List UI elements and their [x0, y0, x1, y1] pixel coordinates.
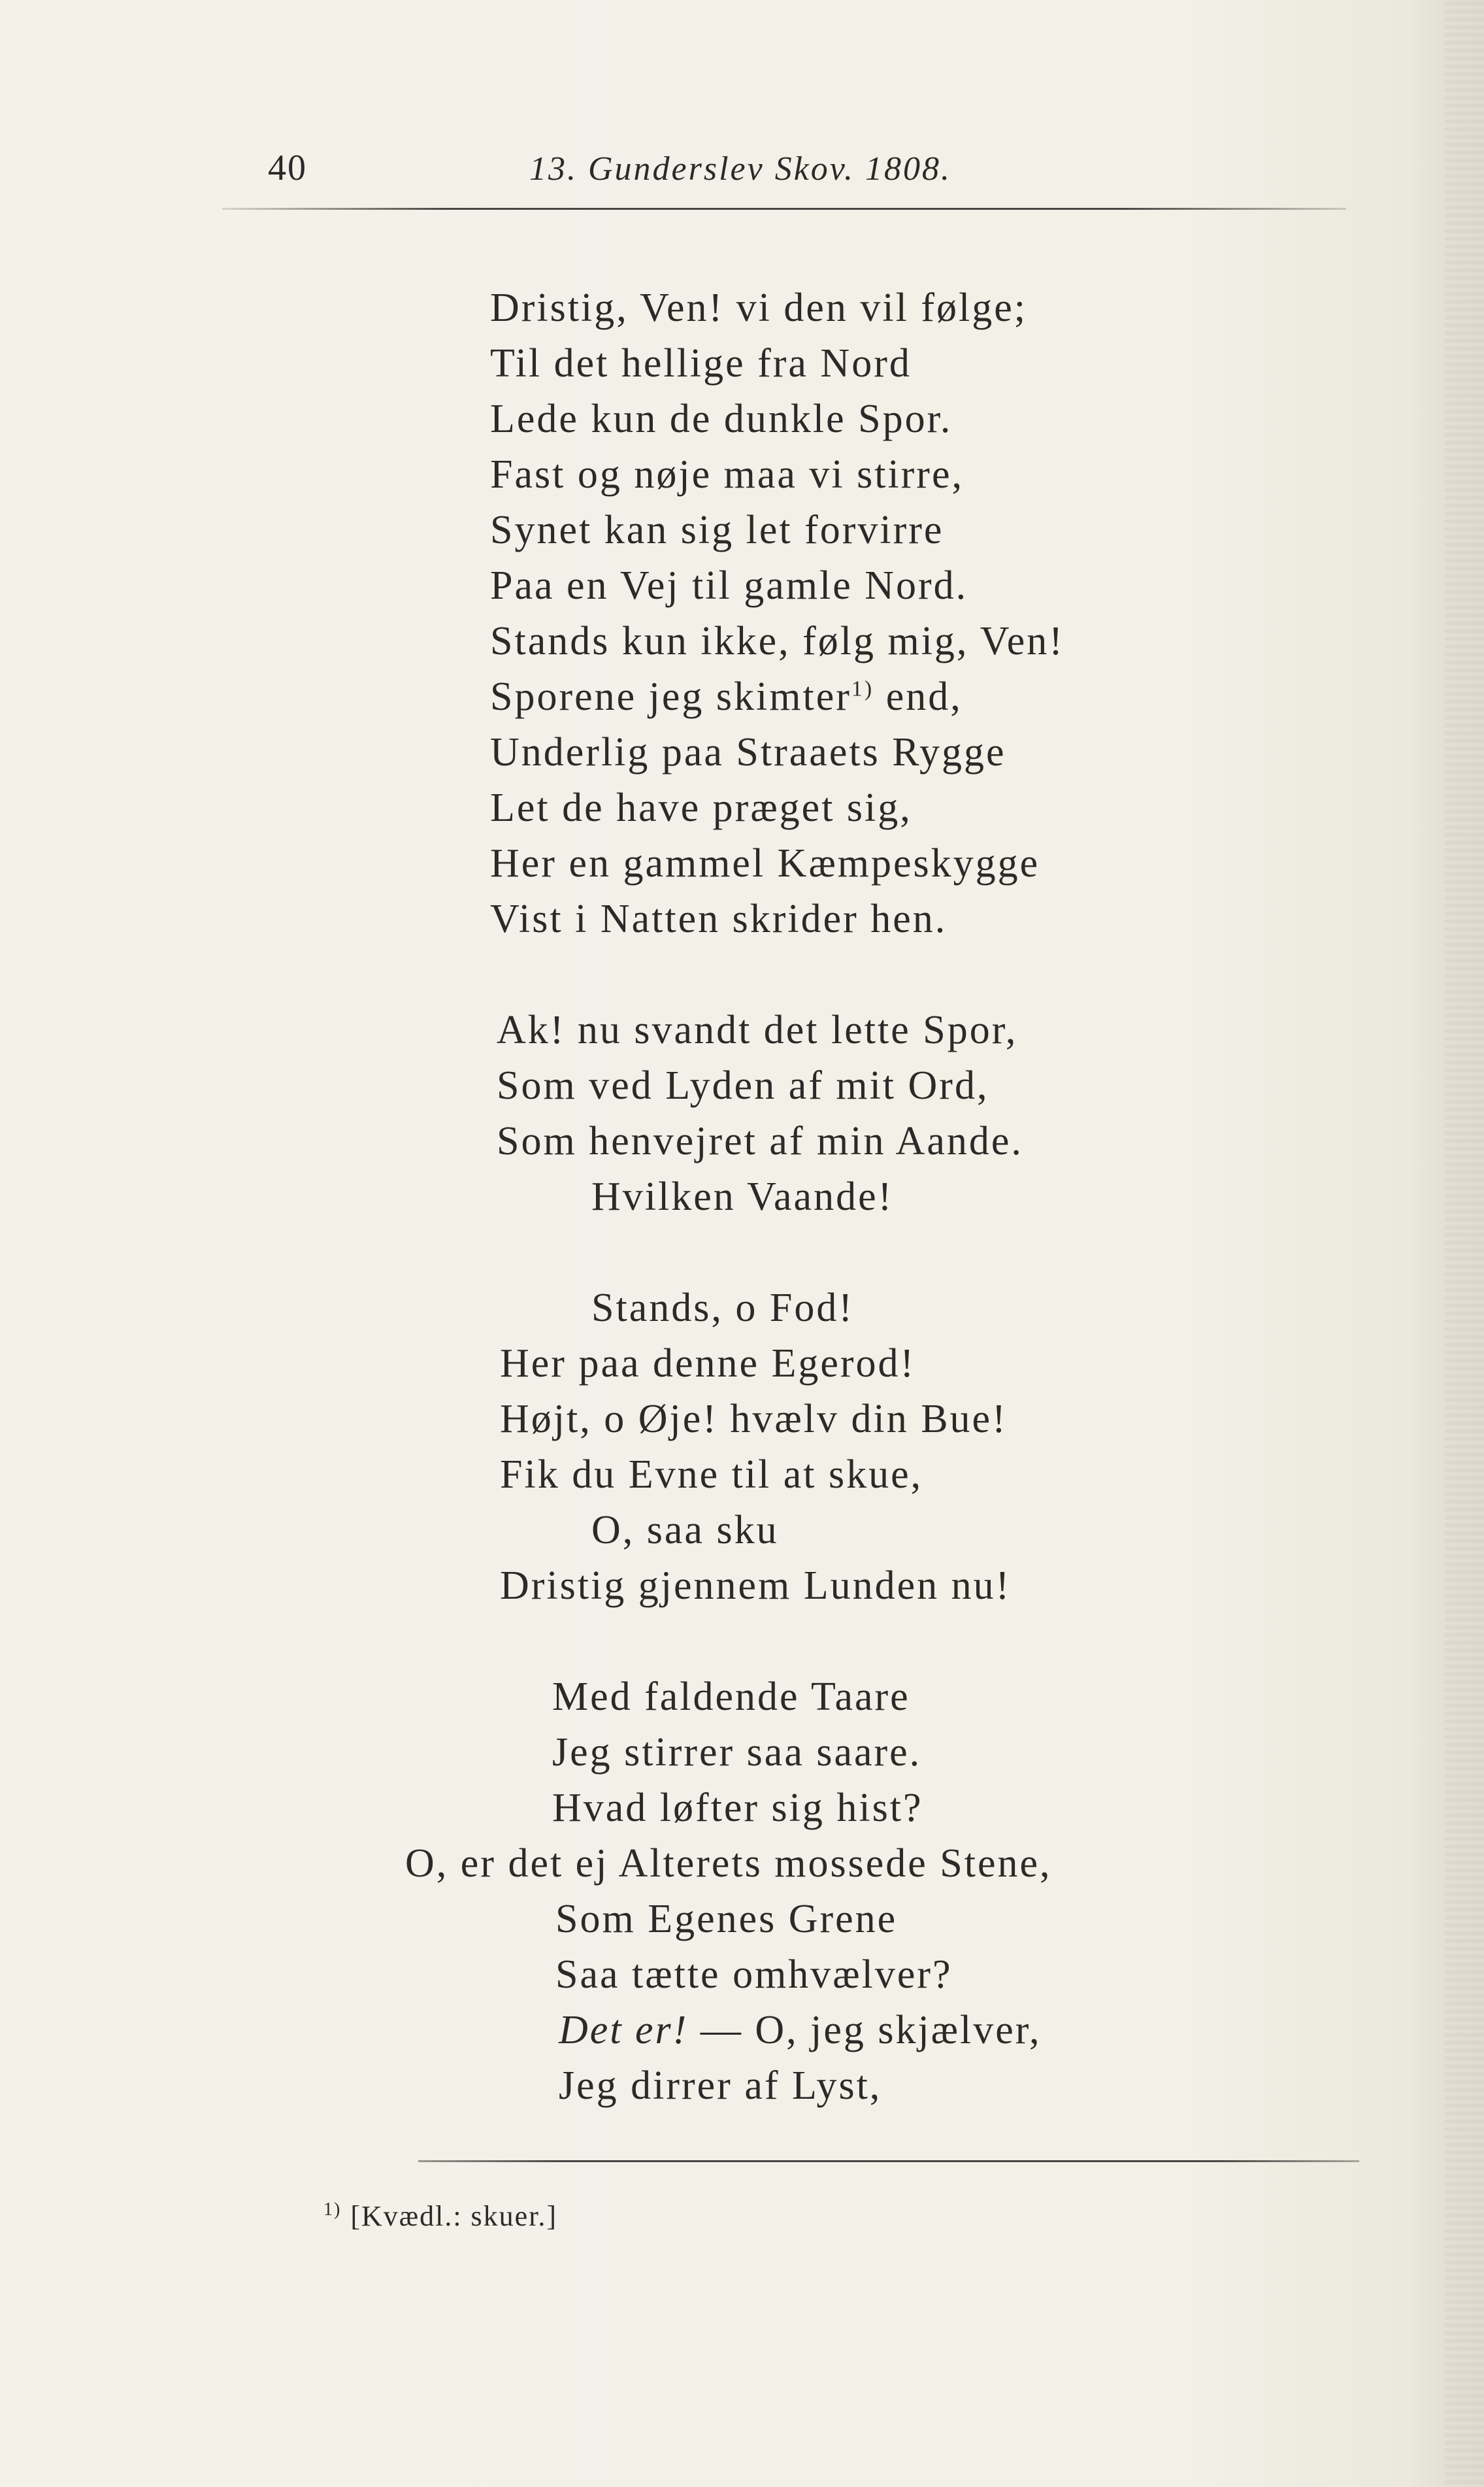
poem-line: Jeg stirrer saa saare.: [552, 1730, 922, 1775]
footnote-mark: 1): [323, 2199, 342, 2220]
footnote-text: [Kvædl.: skuer.]: [350, 2200, 558, 2232]
poem-line: Fik du Evne til at skue,: [500, 1452, 923, 1497]
poem-line: Hvilken Vaande!: [591, 1175, 894, 1219]
poem-line: Som Egenes Grene: [555, 1897, 898, 1941]
footnote-rule: [418, 2160, 1359, 2162]
running-head: 13. Gunderslev Skov. 1808.: [529, 150, 952, 188]
poem-line: Som henvejret af min Aande.: [497, 1119, 1023, 1163]
poem-line: Lede kun de dunkle Spor.: [490, 397, 953, 441]
poem-line-text: Sporene jeg skimter: [490, 675, 851, 719]
poem-line-with-footnote: [490, 676, 963, 717]
header-rule: [222, 208, 1346, 210]
poem-line: Her en gammel Kæmpeskygge: [490, 841, 1040, 886]
poem-line: Ak! nu svandt det lette Spor,: [497, 1008, 1018, 1052]
poem-line: Stands kun ikke, følg mig, Ven!: [490, 619, 1064, 663]
poem-line: Saa tætte omhvælver?: [555, 1952, 953, 1997]
poem-line: Som ved Lyden af mit Ord,: [497, 1063, 989, 1108]
poem-line: Stands, o Fod!: [591, 1286, 854, 1330]
poem-line: Højt, o Øje! hvælv din Bue!: [500, 1397, 1008, 1441]
poem-line: Fast og nøje maa vi stirre,: [490, 452, 964, 497]
poem-line: Med faldende Taare: [552, 1675, 910, 1719]
poem-line: Paa en Vej til gamle Nord.: [490, 563, 968, 608]
poem-line: Hvad løfter sig hist?: [552, 1786, 923, 1830]
page-edge-shadow: [1445, 0, 1484, 2487]
poem-line: Underlig paa Straaets Rygge: [490, 730, 1006, 775]
page-header: [0, 147, 1484, 206]
footnote: [323, 2199, 557, 2233]
poem-line: Jeg dirrer af Lyst,: [559, 2063, 882, 2108]
poem-line: Her paa denne Egerod!: [500, 1341, 916, 1386]
poem-line: Dristig gjennem Lunden nu!: [500, 1563, 1012, 1608]
footnote-reference: 1): [851, 676, 874, 701]
poem-line-text: end,: [874, 675, 963, 719]
poem-line-mixed: [559, 2010, 1041, 2050]
poem-line: Synet kan sig let forvirre: [490, 508, 944, 552]
poem-line: Vist i Natten skrider hen.: [490, 897, 948, 941]
poem-line: O, er det ej Alterets mossede Stene,: [405, 1841, 1052, 1886]
page-number: 40: [268, 148, 307, 188]
poem-line: Til det hellige fra Nord: [490, 341, 912, 386]
poem-line-italic: Det er!: [559, 2008, 689, 2052]
poem-line: O, saa sku: [591, 1508, 779, 1552]
poem-line: Let de have præget sig,: [490, 786, 912, 830]
poem-line: Dristig, Ven! vi den vil følge;: [490, 286, 1027, 330]
poem-line-text: — O, jeg skjælver,: [688, 2008, 1042, 2052]
